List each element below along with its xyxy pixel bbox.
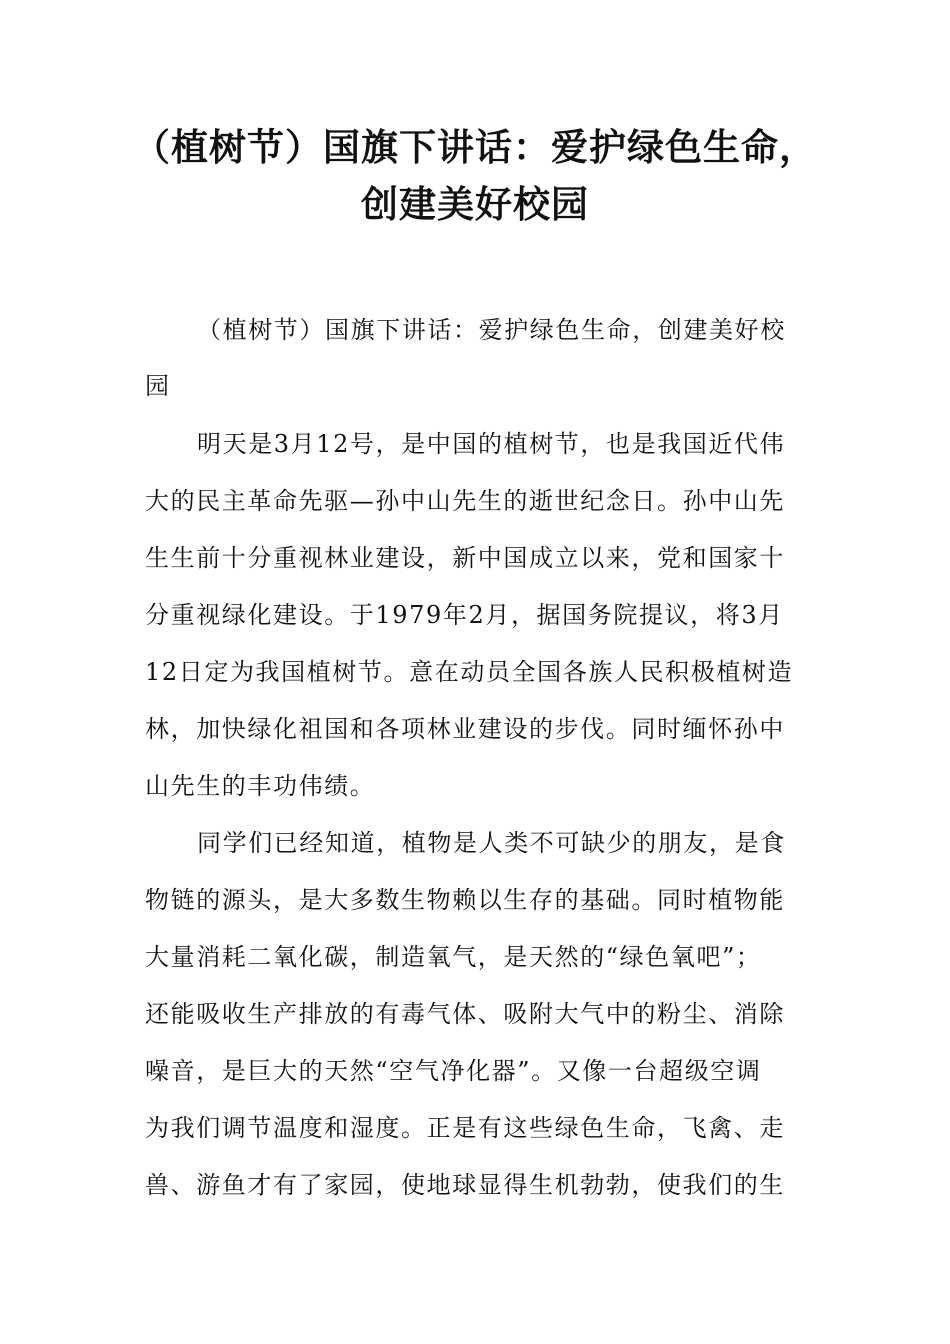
body-line: （植树节）国旗下讲话：爱护绿色生命，创建美好校 (197, 316, 786, 344)
body-line: 噪音，是巨大的天然“空气净化器”。又像一台超级空调 (145, 1057, 762, 1085)
body-line: 大的民主革命先驱—孙中山先生的逝世纪念日。孙中山先 (145, 487, 785, 515)
body-line: 山先生的丰功伟绩。 (145, 772, 376, 800)
body-line: 园 (145, 372, 171, 400)
body-line: 同学们已经知道，植物是人类不可缺少的朋友，是食 (197, 829, 786, 857)
document-title-line-2: 创建美好校园 (361, 183, 589, 226)
body-line: 明天是3月12号，是中国的植树节，也是我国近代伟 (197, 430, 786, 458)
document-title-line-1: （植树节）国旗下讲话：爱护绿色生命， (133, 126, 817, 169)
body-line: 兽、游鱼才有了家园，使地球显得生机勃勃，使我们的生 (145, 1171, 785, 1199)
body-line: 大量消耗二氧化碳，制造氧气，是天然的“绿色氧吧”； (145, 943, 762, 971)
body-line: 为我们调节温度和湿度。正是有这些绿色生命，飞禽、走 (145, 1114, 785, 1142)
body-line: 分重视绿化建设。于1979年2月，据国务院提议，将3月 (145, 601, 784, 629)
body-line: 物链的源头，是大多数生物赖以生存的基础。同时植物能 (145, 886, 785, 914)
body-line: 林，加快绿化祖国和各项林业建设的步伐。同时缅怀孙中 (145, 715, 785, 743)
body-line: 还能吸收生产排放的有毒气体、吸附大气中的粉尘、消除 (145, 1000, 785, 1028)
body-line: 生生前十分重视林业建设，新中国成立以来，党和国家十 (145, 544, 785, 572)
body-line: 12日定为我国植树节。意在动员全国各族人民积极植树造 (145, 658, 794, 686)
